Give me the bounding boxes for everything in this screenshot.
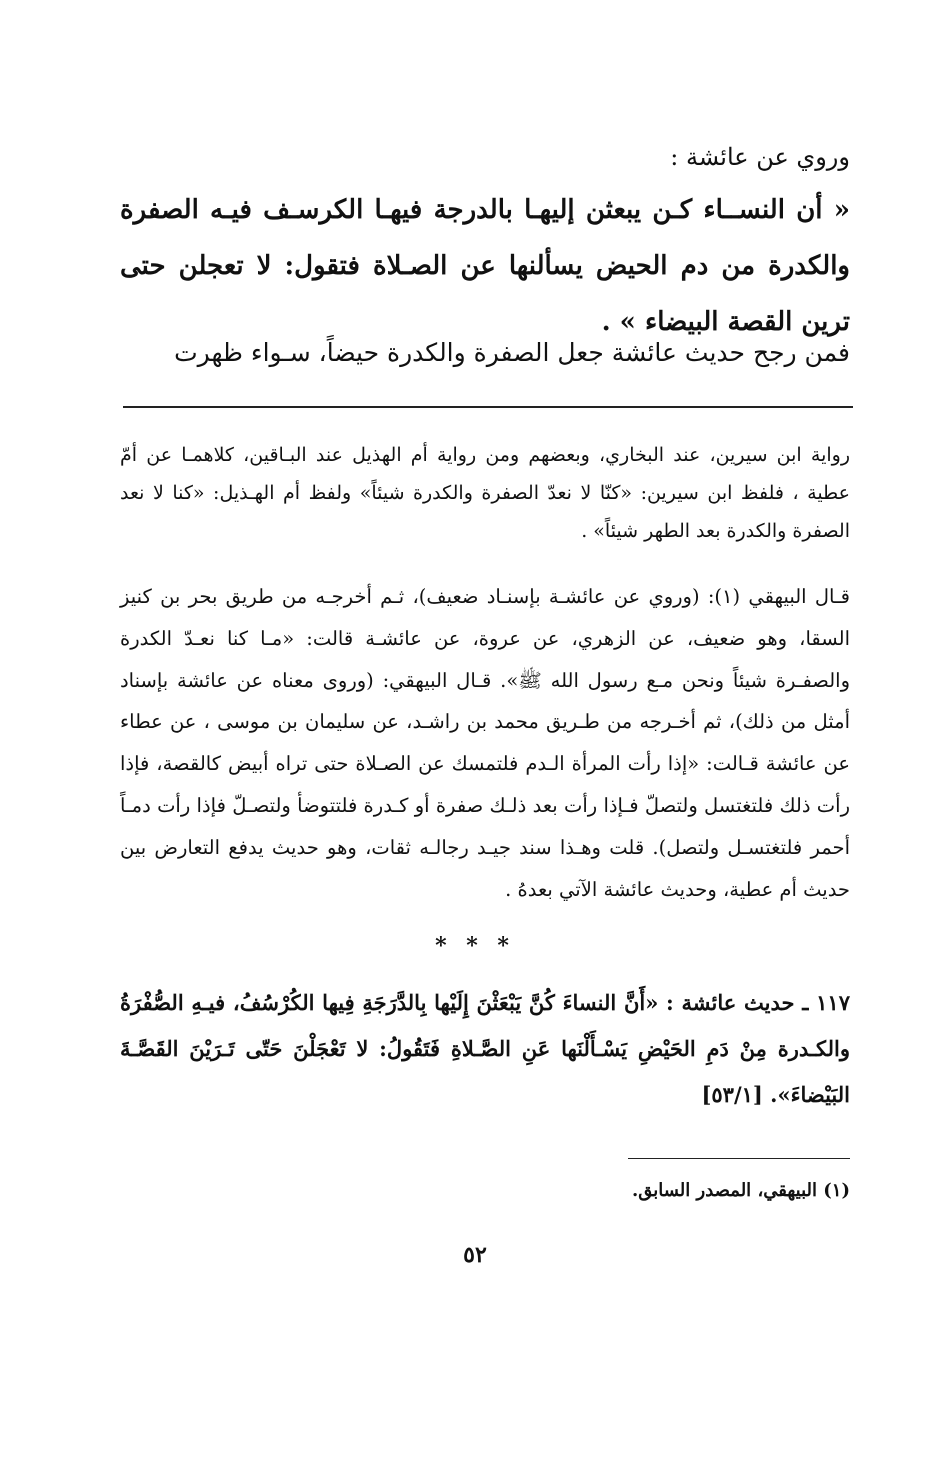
intro-line: وروي عن عائشة : bbox=[670, 143, 850, 171]
page-number: ٥٢ bbox=[463, 1242, 487, 1268]
asterisk-separator: * * * bbox=[435, 933, 515, 959]
footnote-divider bbox=[628, 1158, 850, 1159]
footnote: (١) البيهقي، المصدر السابق. bbox=[631, 1180, 850, 1201]
hadith-117: ١١٧ ـ حديث عائشة : «أَنَّ النساءَ كُنَّ يَبْعَثْنَ إِلَيْها بِالدَّرَجَةِ فِيها الكُرْسُفُ، فيـهِ الصُّفْرَةُ والكـدرة مِنْ دَمِ الحَيْضِ يَسْـأَلْنَها عَنِ الصَّـلاةِ فَتَقُولُ: لا تَعْجَلْنَ حَتّى تَـرَيْنَ القَصَّـةَ البَيْضاءَ». [٥٣/١] bbox=[120, 990, 850, 1107]
continuation-line: فمن رجح حديث عائشة جعل الصفرة والكدرة حيضاً، سـواء ظهرت bbox=[174, 338, 850, 367]
section-divider bbox=[123, 406, 853, 408]
quoted-hadith: « أن النســاء كـن يبعثن إليهـا بالدرجة فيهـا الكرسـف فيـه الصفرة والكدرة من دم الحيض يسألنها عن الصـلاة فتقول: لا تعجلن حتى ترين القصة البيضاء » . bbox=[120, 195, 850, 337]
commentary-paragraph-2: قـال البيهقي (١): (وروي عن عائشـة بإسنـاد ضعيف)، ثـم أخرجـه من طريق بحر بن كنيز السقا، وهو ضعيف، عن الزهري، عن عروة، عن عائشـة قالت: «مـا كنا نعـدّ الكدرة والصفـرة شيئاً ونحن مـع رسول الله ﷺ». قـال البيهقي: (وروى معناه عن عائشة بإسناد أمثل من ذلك)، ثم أخـرجه من طـريق محمد بن راشـد، عن سليمان بن موسى ، عن عطاء عن عائشة قـالت: «إذا رأت المرأة الـدم فلتمسك عن الصـلاة حتى تراه أبيض كالقصة، فإذا رأت ذلك فلتغتسل ولتصلّ فـإذا رأت بعد ذلـك صفرة أو كـدرة فلتتوضأ ولتصـلّ فإذا رأت دمـاً أحمر فلتغتسـل ولتصل). قلت وهـذا سند جيـد رجالـه ثقات، وهو حديث يدفع التعارض بين حديث أم عطية، وحديث عائشة الآتي بعدهُ . bbox=[120, 585, 851, 901]
commentary-paragraph-1: رواية ابن سيرين، عند البخاري، وبعضهم ومن رواية أم الهذيل عند البـاقين، كلاهمـا عن أمّ عطية ، فلفظ ابن سيرين: «كنّا لا نعدّ الصفرة والكدرة شيئاً» ولفظ أم الهـذيل: «كنا لا نعد الصفرة والكدرة بعد الطهر شيئاً» . bbox=[120, 444, 850, 542]
